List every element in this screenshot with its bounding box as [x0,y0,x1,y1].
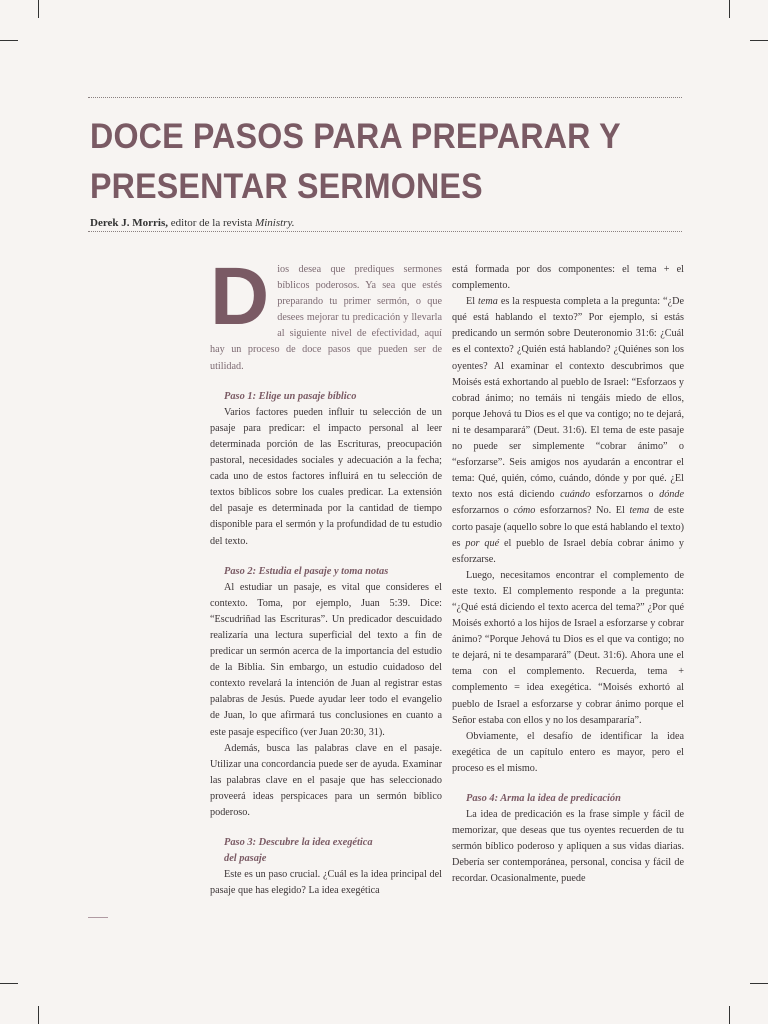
crop-mark-top-left-h [0,40,18,41]
author-role: editor de la revista [170,217,253,229]
byline [90,217,294,229]
crop-mark-bottom-left-v [38,1006,39,1024]
column-left [210,251,442,899]
step-1-heading: Paso 1: Elige un pasaje bíblico [224,390,357,402]
step-3-heading-line-2: del pasaje [224,853,267,865]
step-3-paragraph-1: Este es un paso crucial. ¿Cuál es la idea principal del pasaje que has elegido? La idea exegética [210,869,442,897]
step-1-paragraph: Varios factores pueden influir tu selección de un pasaje para predicar: el impacto personal al leer determinada porción de las Escrituras, preocupación pastoral, necesidades sociales y adecuación a la fecha; cada uno de estos factores influirá en tu selección de textos bíblicos sobre los cuales predicar. La extensión del pasaje es determinada por la cantidad de tiempo disponible para el sermón y la profundidad de tu estudio del texto. [210,406,442,547]
step-4-heading: Paso 4: Arma la idea de predicación [466,793,621,804]
crop-mark-top-left-v [38,0,39,18]
footer-rule [88,917,108,918]
step-3-continued: está formada por dos componentes: el tema + el complemento. [452,264,684,292]
step-4-paragraph: La idea de predicación es la frase simple y fácil de memorizar, que deseas que tus oyentes recuerden de tu sermón bíblico poderoso y apliquen a sus vidas diarias. Debería ser contemporánea, personal, concisa y fácil de recordar. Ocasionalmente, puede [452,809,684,885]
step-2-paragraph-2: Además, busca las palabras clave en el pasaje. Utilizar una concordancia puede ser de ayuda. Examinar las palabras clave en el pasaje que has seleccionado proveerá ideas perspicaces para un sermón bíblico poderoso. [210,742,442,818]
drop-cap: D [210,251,270,342]
step-3-complement-paragraph: Luego, necesitamos encontrar el complemento de este texto. El complemento responde a la pregunta: “¿Qué está diciendo el texto acerca del tema?” ¿Por qué Moisés exhortó a los hijos de Israel a esforzarse y cobrar ánimo? “Porque Jehová tu Dios es el que va contigo; no te dejará, ni te desamparará” (Deut. 31:6). Ahora une el tema con el complemento. Recuerda, tema + complemento = idea exegética. “Moisés exhortó al pueblo de Israel a esforzarse y cobrar ánimo porque el Señor estaba con ellos y no los desampararía”. [452,569,684,726]
column-right [452,262,684,888]
crop-mark-top-right-h [750,40,768,41]
step-3-heading-line-1: Paso 3: Descubre la idea exegética [224,837,373,849]
intro-paragraph: Dios desea que prediques sermones bíblicos poderosos. Ya sea que estés preparando tu primer sermón, o que desees mejorar tu predicación y llevarla al siguiente nivel de efectividad, aquí hay un proceso de doce pasos que pueden ser de utilidad. [210,251,442,372]
crop-mark-bottom-right-h [750,983,768,984]
author-name: Derek J. Morris, [90,217,168,229]
crop-mark-bottom-right-v [729,1006,730,1024]
article-title: DOCE PASOS PARA PREPARAR Y PRESENTAR SERMONES [90,117,621,206]
step-2-paragraph-1: Al estudiar un pasaje, es vital que consideres el contexto. Toma, por ejemplo, Juan 5:39. Dice: “Escudriñad las Escrituras”. Un predicador descuidado realizaría una lectura superficial del texto a fin de predicar un sermón acerca de la importancia del estudio de la Biblia. Sin embargo, un estudio cuidadoso del contexto revelará la intención de Juan al registrar estas palabras de Jesús. Puede ayudar leer todo el evangelio de Juan, lo que afirmará tus conclusiones en cuanto a este pasaje específico (ver Juan 20:30, 31). [210,581,442,738]
byline-dotted-rule [88,231,682,232]
step-2-heading: Paso 2: Estudia el pasaje y toma notas [224,565,389,577]
crop-mark-bottom-left-h [0,983,18,984]
step-3-tema-paragraph: El tema es la respuesta completa a la pregunta: “¿De qué está hablando el texto?” Por ejemplo, si estás predicando un sermón sobre Deuteronomio 31:6: ¿Cuál es el contexto? ¿Quién está hablando? ¿Quiénes son los oyentes? Al examinar el contexto descubrimos que Moisés está exhortando al pueblo de Israel: “Esforzaos y cobrad ánimo; no temáis ni tengáis miedo de ellos, porque Jehová tu Dios es el que va contigo; no te dejará, ni te desamparará” (Deut. 31:6). El tema de este pasaje no puede ser simplemente “cobrar ánimo” o “esforzarse”. Seis amigos nos ayudarán a encontrar el tema: Qué, quién, cómo, cuándo, dónde y por qué. ¿El texto nos está diciendo cuándo esforzarnos o dónde esforzarnos o cómo esforzarnos? No. El tema de este corto pasaje (aquello sobre lo que está hablando el texto) es por qué el pueblo de Israel debía cobrar ánimo y esforzarse. [452,296,684,565]
top-dotted-rule [88,97,682,98]
crop-mark-top-right-v [729,0,730,18]
step-3-closing-paragraph: Obviamente, el desafío de identificar la idea exegética de un capítulo entero es mayor, pero el proceso es el mismo. [452,730,684,774]
magazine-name: Ministry. [255,217,295,229]
